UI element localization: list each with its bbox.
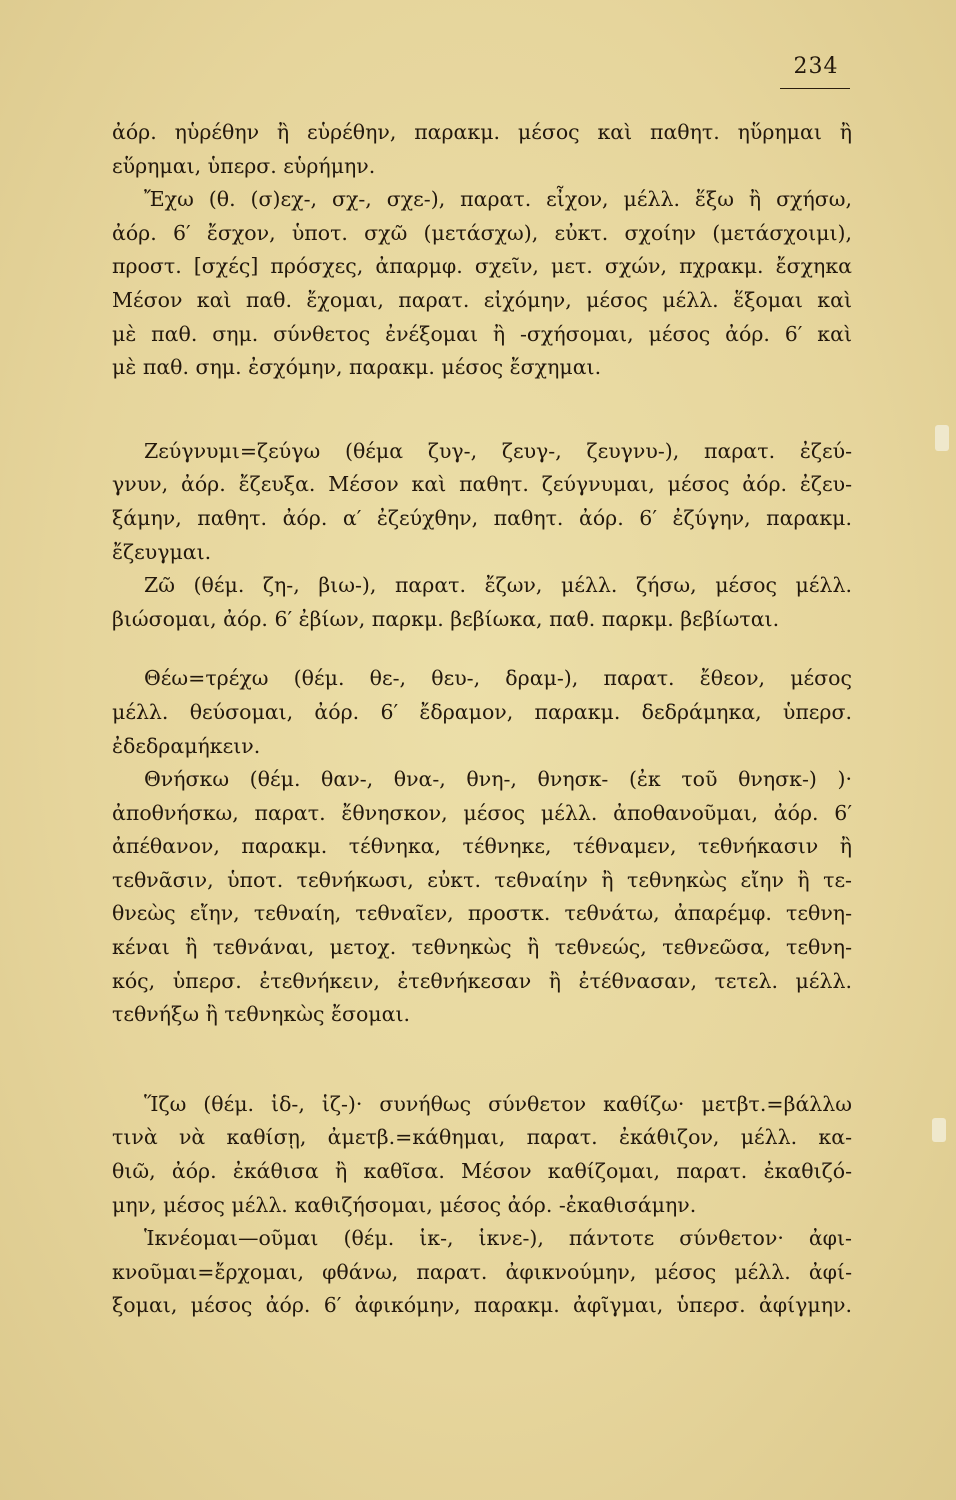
- paragraph-zo: [112, 569, 852, 636]
- text-line: Ζῶ (θέμ. ζη-, βιω-), παρατ. ἔζων, μέλλ. ζήσω, μέσος μέλλ.: [144, 573, 852, 598]
- paragraph-echo: [112, 183, 852, 385]
- text-line: Ἱκνέομαι—οῦμαι (θέμ. ἱκ-, ἱκνε-), πάντοτε σύνθετον· ἀφι-: [144, 1226, 852, 1251]
- text-line: Θνήσκω (θέμ. θαν-, θνα-, θνη-, θνησκ- (ἐκ τοῦ θνησκ-) )·: [144, 767, 852, 792]
- paragraph-zeugnumi: [112, 435, 852, 569]
- text-line: εὕρημαι, ὑπερσ. εὑρήμην.: [112, 153, 376, 178]
- text-line: κνοῦμαι=ἔρχομαι, φθάνω, παρατ. ἀφικνούμην, μέσος μέλλ. ἀφί-: [112, 1259, 852, 1284]
- margin-blemish-top: [935, 425, 949, 451]
- header-rule: [780, 88, 850, 89]
- page-body: [112, 116, 852, 1323]
- margin-blemish-bottom: [932, 1118, 946, 1142]
- text-line: ἀόρ. 6′ ἔσχον, ὑποτ. σχῶ (μετάσχω), εὐκτ. σχοίην (μετάσχοιμι),: [112, 220, 852, 245]
- text-line: μέλλ. θεύσομαι, ἀόρ. 6′ ἔδραμον, παρακμ. δεδράμηκα, ὑπερσ.: [112, 699, 852, 724]
- text-line: ἐδεδραμήκειν.: [112, 733, 261, 758]
- paragraph-theo: [112, 662, 852, 763]
- text-line: Θέω=τρέχω (θέμ. θε-, θευ-, δραμ-), παρατ. ἔθεον, μέσος: [144, 666, 852, 691]
- text-line: Μέσον καὶ παθ. ἔχομαι, παρατ. εἰχόμην, μέσος μέλλ. ἕξομαι καὶ: [112, 287, 852, 312]
- paragraph-heurisko-continued: [112, 116, 852, 183]
- text-line: προστ. [σχές] πρόσχες, ἀπαρμφ. σχεῖν, μετ. σχών, πχρακμ. ἔσχηκα: [112, 254, 852, 279]
- text-line: ξάμην, παθητ. ἀόρ. α′ ἐζεύχθην, παθητ. ἀόρ. 6′ ἐζύγην, παρακμ.: [112, 505, 852, 530]
- text-line: ξομαι, μέσος ἀόρ. 6′ ἀφικόμην, παρακμ. ἀφῖγμαι, ὑπερσ. ἀφίγμην.: [112, 1293, 852, 1318]
- text-line: μην, μέσος μέλλ. καθιζήσομαι, μέσος ἀόρ. -ἐκαθισάμην.: [112, 1192, 697, 1217]
- text-line: θνεὼς εἴην, τεθναίη, τεθναῖεν, προστκ. τεθνάτω, ἀπαρέμφ. τεθνη-: [112, 901, 852, 926]
- text-line: Ἔχω (θ. (σ)εχ-, σχ-, σχε-), παρατ. εἶχον, μέλλ. ἕξω ἢ σχήσω,: [144, 187, 852, 212]
- text-line: τινὰ νὰ καθίσῃ, ἀμετβ.=κάθημαι, παρατ. ἐκάθιζον, μέλλ. κα-: [112, 1125, 852, 1150]
- text-line: τεθνήξω ἢ τεθνηκὼς ἔσομαι.: [112, 1002, 411, 1027]
- paragraph-hikneomai: [112, 1222, 852, 1323]
- text-line: ἀόρ. ηὑρέθην ἢ εὑρέθην, παρακμ. μέσος καὶ παθητ. ηὕρημαι ἢ: [112, 120, 852, 144]
- paragraph-hizo: [112, 1088, 852, 1222]
- page-number: 234: [793, 54, 839, 79]
- text-line: Ζεύγνυμι=ζεύγω (θέμα ζυγ-, ζευγ-, ζευγνυ-), παρατ. ἐζεύ-: [144, 438, 852, 463]
- text-line: ἀπέθανον, παρακμ. τέθνηκα, τέθνηκε, τέθναμεν, τεθνήκασιν ἢ: [112, 834, 852, 859]
- text-line: θιῶ, ἀόρ. ἐκάθισα ἢ καθῖσα. Μέσον καθίζομαι, παρατ. ἐκαθιζό-: [112, 1159, 852, 1184]
- text-line: μὲ παθ. σημ. σύνθετος ἐνέξομαι ἢ -σχήσομαι, μέσος ἀόρ. 6′ καὶ: [112, 321, 852, 346]
- text-line: Ἵζω (θέμ. ἱδ-, ἱζ-)· συνήθως σύνθετον καθίζω· μετβτ.=βάλλω: [144, 1091, 852, 1116]
- text-line: κέναι ἢ τεθνάναι, μετοχ. τεθνηκὼς ἢ τεθνεώς, τεθνεῶσα, τεθνη-: [112, 935, 852, 960]
- text-line: βιώσομαι, ἀόρ. 6′ ἐβίων, παρκμ. βεβίωκα, παθ. παρκμ. βεβίωται.: [112, 606, 780, 631]
- text-line: γνυν, ἀόρ. ἔζευξα. Μέσον καὶ παθητ. ζεύγνυμαι, μέσος ἀόρ. ἐζευ-: [112, 472, 852, 497]
- paragraph-thnesko: [112, 763, 852, 1032]
- text-line: ἀποθνήσκω, παρατ. ἔθνησκον, μέσος μέλλ. ἀποθανοῦμαι, ἀόρ. 6′: [112, 800, 852, 825]
- text-line: κός, ὑπερσ. ἐτεθνήκειν, ἐτεθνήκεσαν ἢ ἐτέθνασαν, τετελ. μέλλ.: [112, 968, 852, 993]
- text-line: ἔζευγμαι.: [112, 539, 212, 564]
- text-line: τεθνᾶσιν, ὑποτ. τεθνήκωσι, εὐκτ. τεθναίην ἢ τεθνηκὼς εἴην ἢ τε-: [112, 867, 852, 892]
- text-line: μὲ παθ. σημ. ἐσχόμην, παρακμ. μέσος ἔσχημαι.: [112, 355, 602, 380]
